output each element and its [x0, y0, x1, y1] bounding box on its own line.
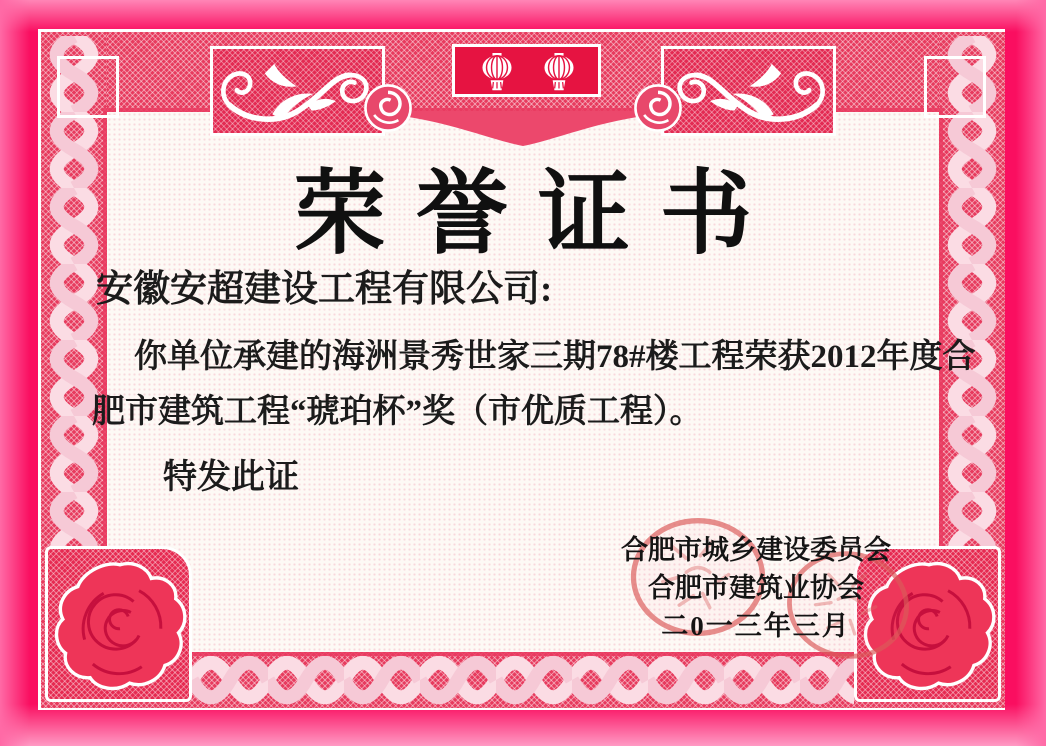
lantern-icon: [477, 51, 517, 95]
lantern-panel: [452, 44, 601, 97]
scroll-flourish-icon: [664, 49, 833, 133]
medallion-icon: [362, 82, 414, 134]
body-line-2: 肥市建筑工程“琥珀杯”奖（市优质工程）。: [92, 394, 703, 430]
corner-box-top-left: [57, 56, 119, 118]
scroll-flourish-icon: [213, 49, 382, 133]
issuer-line-2: 合肥市建筑业协会: [648, 573, 864, 603]
scroll-panel-left: [210, 46, 385, 136]
date-line: 二0一三年三月: [661, 611, 851, 641]
rose-block-bottom-left: [45, 546, 192, 702]
scroll-panel-right: [661, 46, 836, 136]
medallion-icon: [632, 82, 684, 134]
body-line-1: 你单位承建的海洲景秀世家三期78#楼工程荣获2012年度合: [134, 339, 976, 375]
issuer-line-1: 合肥市城乡建设委员会: [621, 535, 891, 565]
corner-box-top-right: [924, 56, 986, 118]
rose-icon: [52, 555, 188, 697]
braid-border-ornament-bottom: [192, 654, 854, 706]
lantern-icon: [539, 51, 579, 95]
closing-line: 特发此证: [163, 459, 299, 496]
recipient-line: 安徽安超建设工程有限公司:: [96, 269, 553, 310]
page-title: 荣誉证书: [293, 163, 782, 265]
